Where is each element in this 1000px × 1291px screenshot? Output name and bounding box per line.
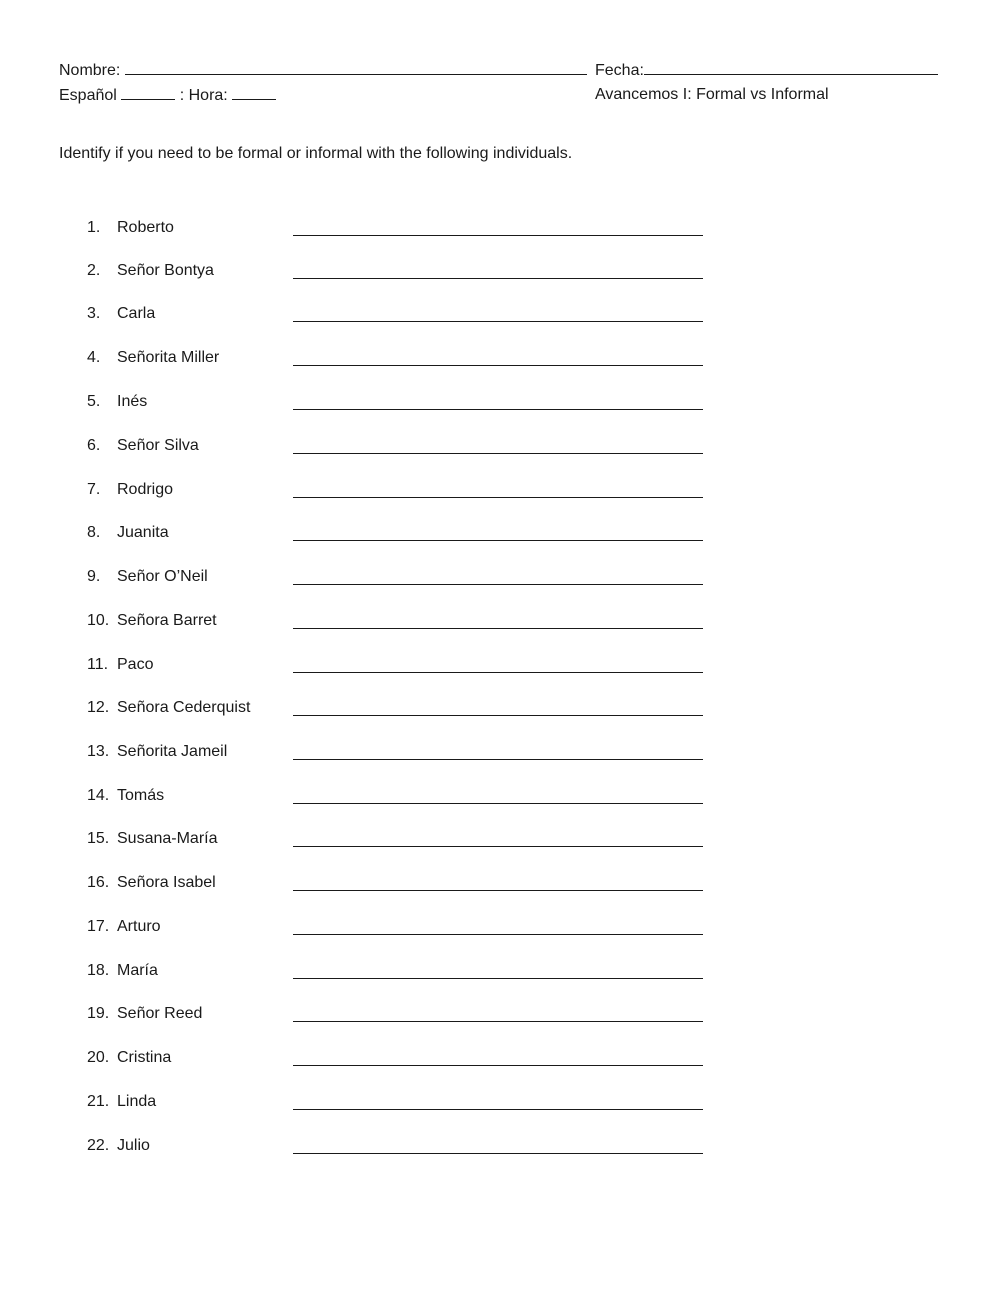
list-item [0,1048,1000,1072]
item-name: Señor Bontya [117,262,214,279]
item-name: Cristina [117,1049,172,1066]
item-name: Señor Silva [117,437,199,454]
answer-blank[interactable] [293,278,703,279]
item-number: 16. [87,874,110,891]
list-item [0,261,1000,285]
item-number: 6. [87,437,101,454]
item-number: 1. [87,219,101,236]
item-name: Inés [117,393,148,410]
list-item [0,786,1000,810]
item-name: Julio [117,1137,150,1154]
hora-label: : Hora: [179,87,228,104]
course-title: Avancemos I: Formal vs Informal [595,86,829,103]
item-name: Linda [117,1093,157,1110]
item-number: 8. [87,524,101,541]
answer-blank[interactable] [293,365,703,366]
answer-blank[interactable] [293,409,703,410]
item-name: Carla [117,305,156,322]
list-item [0,523,1000,547]
list-item [0,392,1000,416]
item-name: Señorita Miller [117,349,220,366]
espanol-label: Español [59,87,117,104]
item-number: 19. [87,1005,110,1022]
instructions: Identify if you need to be formal or informal with the following individuals. [59,145,573,162]
answer-blank[interactable] [293,846,703,847]
answer-blank[interactable] [293,715,703,716]
item-name: Señorita Jameil [117,743,228,760]
item-number: 20. [87,1049,110,1066]
item-name: María [117,962,158,979]
list-item [0,742,1000,766]
list-item [0,961,1000,985]
answer-blank[interactable] [293,934,703,935]
item-number: 4. [87,349,101,366]
item-number: 2. [87,262,101,279]
item-number: 18. [87,962,110,979]
item-name: Señora Cederquist [117,699,251,716]
item-number: 21. [87,1093,110,1110]
item-name: Señora Barret [117,612,217,629]
answer-blank[interactable] [293,978,703,979]
item-number: 5. [87,393,101,410]
list-item [0,1136,1000,1160]
list-item [0,829,1000,853]
answer-blank[interactable] [293,803,703,804]
item-name: Señor O’Neil [117,568,208,585]
item-number: 14. [87,787,110,804]
answer-blank[interactable] [293,235,703,236]
list-item [0,611,1000,635]
list-item [0,698,1000,722]
list-item [0,655,1000,679]
list-item [0,873,1000,897]
item-number: 7. [87,481,101,498]
item-name: Paco [117,656,154,673]
list-item [0,304,1000,328]
item-name: Señor Reed [117,1005,203,1022]
answer-blank[interactable] [293,321,703,322]
item-name: Arturo [117,918,161,935]
answer-blank[interactable] [293,759,703,760]
item-number: 11. [87,656,109,673]
item-number: 15. [87,830,110,847]
answer-blank[interactable] [293,1021,703,1022]
answer-blank[interactable] [293,1065,703,1066]
answer-blank[interactable] [293,584,703,585]
nombre-label: Nombre: [59,62,121,79]
list-item [0,480,1000,504]
item-number: 17. [87,918,110,935]
item-name: Rodrigo [117,481,174,498]
list-item [0,1092,1000,1116]
answer-blank[interactable] [293,453,703,454]
item-name: Roberto [117,219,174,236]
answer-blank[interactable] [293,497,703,498]
list-item [0,567,1000,591]
item-name: Juanita [117,524,169,541]
answer-blank[interactable] [293,540,703,541]
answer-blank[interactable] [293,628,703,629]
item-name: Tomás [117,787,165,804]
list-item [0,917,1000,941]
item-number: 10. [87,612,110,629]
item-number: 9. [87,568,101,585]
answer-blank[interactable] [293,1153,703,1154]
item-number: 3. [87,305,101,322]
item-name: Señora Isabel [117,874,216,891]
item-number: 12. [87,699,110,716]
item-number: 13. [87,743,110,760]
answer-blank[interactable] [293,1109,703,1110]
list-item [0,1004,1000,1028]
list-item [0,436,1000,460]
answer-blank[interactable] [293,672,703,673]
item-name: Susana-María [117,830,218,847]
answer-blank[interactable] [293,890,703,891]
list-item [0,218,1000,242]
item-number: 22. [87,1137,110,1154]
list-item [0,348,1000,372]
fecha-label: Fecha: [595,62,644,79]
